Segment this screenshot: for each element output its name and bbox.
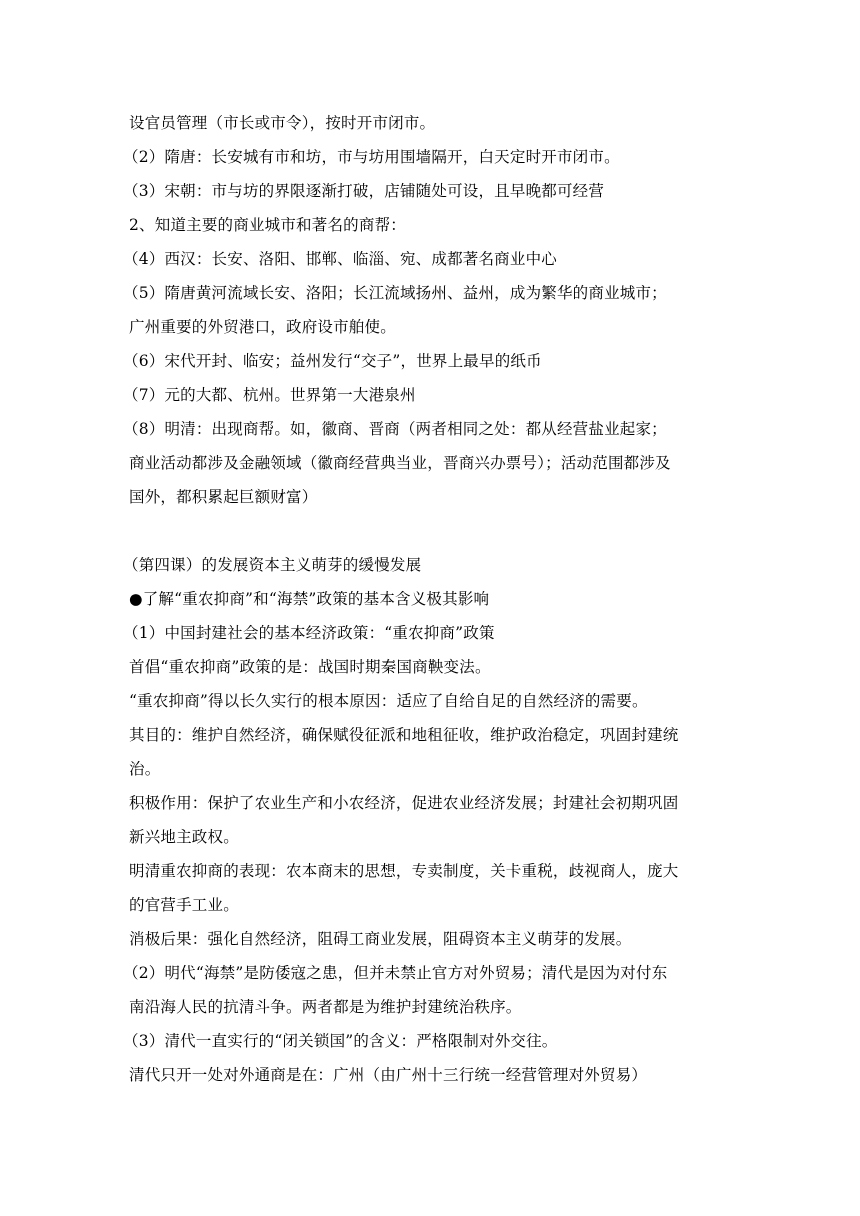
text-line: （3）宋朝：市与坊的界限逐渐打破，店铺随处可设，且早晚都可经营: [123, 182, 605, 200]
lesson-heading: （第四课）的发展资本主义萌芽的缓慢发展: [123, 556, 422, 574]
document-body: [123, 106, 735, 1092]
section-heading: 2、知道主要的商业城市和著名的商帮：: [129, 216, 406, 234]
text-line: 首倡“重农抑商”政策的是：战国时期秦国商鞅变法。: [129, 658, 491, 676]
text-line: 新兴地主政权。: [129, 828, 239, 846]
text-line: （3）清代一直实行的“闭关锁国”的含义：严格限制对外交往。: [123, 1032, 558, 1050]
text-line: 的官营手工业。: [129, 896, 239, 914]
text-line: 清代只开一处对外通商是在：广州（由广州十三行统一经营管理对外贸易）: [129, 1066, 648, 1084]
text-line: “重农抑商”得以长久实行的根本原因：适应了自给自足的自然经济的需要。: [129, 692, 648, 710]
text-line: （5）隋唐黄河流域长安、洛阳；长江流域扬州、益州，成为繁华的商业城市；: [123, 284, 667, 302]
blank-line: [129, 514, 735, 548]
text-line: 设官员管理（市长或市令），按时开市闭市。: [129, 114, 436, 132]
text-line: （4）西汉：长安、洛阳、邯郸、临淄、宛、成都著名商业中心: [123, 250, 557, 268]
text-line: 其目的：维护自然经济，确保赋役征派和地租征收，维护政治稳定，巩固封建统: [129, 726, 679, 744]
text-line: 消极后果：强化自然经济，阻碍工商业发展，阻碍资本主义萌芽的发展。: [129, 930, 632, 948]
text-line: 南沿海人民的抗清斗争。两者都是为维护封建统治秩序。: [129, 998, 522, 1016]
text-line: 明清重农抑商的表现：农本商末的思想，专卖制度，关卡重税，歧视商人，庞大: [129, 862, 679, 880]
text-line: 商业活动都涉及金融领域（徽商经营典当业，晋商兴办票号）；活动范围都涉及: [129, 454, 671, 472]
text-line: （1）中国封建社会的基本经济政策：“重农抑商”政策: [123, 624, 495, 642]
text-line: 积极作用：保护了农业生产和小农经济，促进农业经济发展；封建社会初期巩固: [129, 794, 679, 812]
text-line: 治。: [129, 760, 161, 778]
text-line: 国外，都积累起巨额财富）: [129, 488, 318, 506]
text-line: 广州重要的外贸港口，政府设市舶使。: [129, 318, 396, 336]
bullet-heading: ●了解“重农抑商”和“海禁”政策的基本含义极其影响: [129, 590, 490, 608]
text-line: （7）元的大都、杭州。世界第一大港泉州: [123, 386, 416, 404]
text-line: （6）宋代开封、临安；益州发行“交子”，世界上最早的纸币: [123, 352, 542, 370]
text-line: （2）明代“海禁”是防倭寇之患，但并未禁止官方对外贸易；清代是因为对付东: [123, 964, 668, 982]
text-line: （8）明清：出现商帮。如，徽商、晋商（两者相同之处：都从经营盐业起家；: [123, 420, 667, 438]
text-line: （2）隋唐：长安城有市和坊，市与坊用围墙隔开，白天定时开市闭市。: [123, 148, 620, 166]
